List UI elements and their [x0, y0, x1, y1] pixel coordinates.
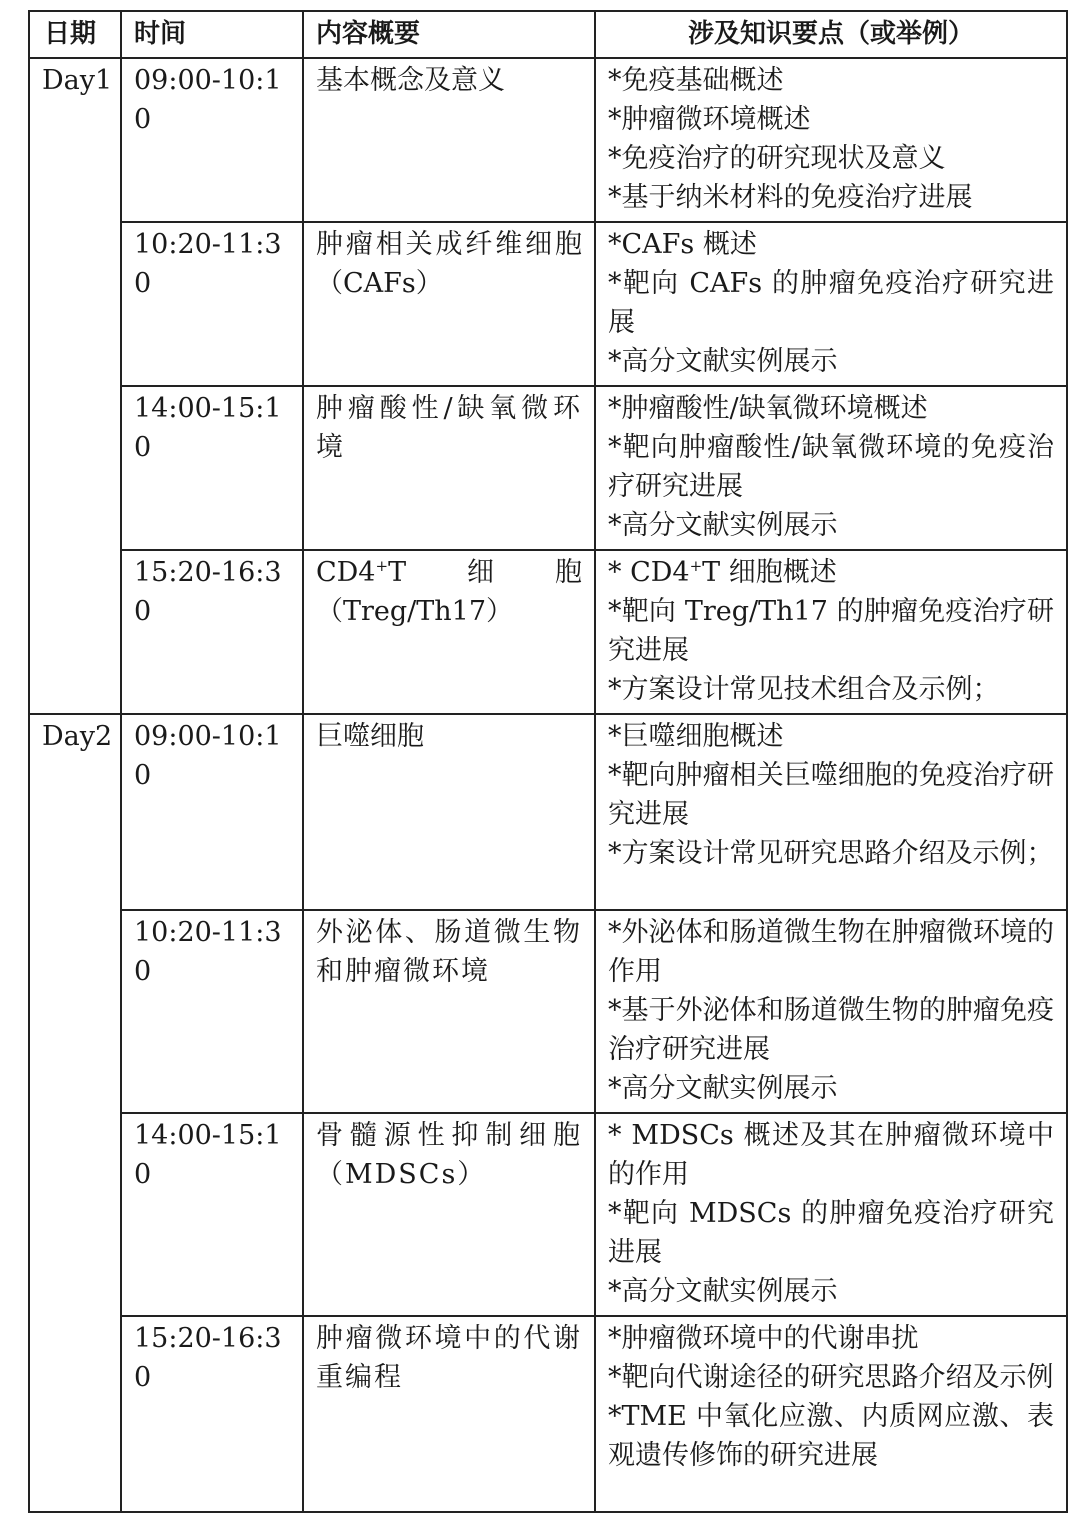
day-label: Day1: [29, 58, 121, 714]
header-content: 内容概要: [303, 11, 595, 58]
point-item: *高分文献实例展示: [608, 346, 838, 377]
content-line: [316, 553, 582, 592]
session-points: [595, 386, 1067, 550]
point-item: *基于外泌体和肠道微生物的肿瘤免疫治疗研究进展: [608, 995, 1054, 1065]
session-time: 10:20-11:30: [121, 222, 303, 386]
session-content: 骨髓源性抑制细胞（MDSCs）: [303, 1113, 595, 1316]
point-item: [608, 553, 1054, 592]
content-cd4: CD4: [316, 557, 376, 588]
table-row: [29, 58, 1067, 222]
point-item: *肿瘤酸性/缺氧微环境概述: [608, 393, 928, 424]
session-points: [595, 910, 1067, 1113]
session-content: 基本概念及意义: [303, 58, 595, 222]
session-content: [303, 550, 595, 714]
session-content: 肿瘤相关成纤维细胞（CAFs）: [303, 222, 595, 386]
point-item: *免疫治疗的研究现状及意义: [608, 143, 946, 174]
session-points: [595, 714, 1067, 910]
point-item: *免疫基础概述: [608, 65, 784, 96]
point-item: *巨噬细胞概述: [608, 721, 784, 752]
content-cd4t: [316, 553, 406, 592]
point-item: *靶向肿瘤相关巨噬细胞的免疫治疗研究进展: [608, 760, 1054, 830]
session-content: 肿瘤酸性/缺氧微环境: [303, 386, 595, 550]
table-row: [29, 714, 1067, 910]
session-content: 外泌体、肠道微生物和肿瘤微环境: [303, 910, 595, 1113]
session-points: [595, 550, 1067, 714]
point-item: *方案设计常见研究思路介绍及示例；: [608, 838, 1054, 869]
session-content: 肿瘤微环境中的代谢重编程: [303, 1316, 595, 1512]
session-points: [595, 1113, 1067, 1316]
header-points: 涉及知识要点（或举例）: [595, 11, 1067, 58]
point-item: *外泌体和肠道微生物在肿瘤微环境的作用: [608, 917, 1054, 987]
table-row: [29, 1113, 1067, 1316]
table-row: [29, 910, 1067, 1113]
content-line: （Treg/Th17）: [316, 596, 514, 627]
session-time: 15:20-16:30: [121, 550, 303, 714]
point-item: *方案设计常见技术组合及示例；: [608, 674, 1000, 705]
point-prefix: * CD4: [608, 557, 690, 588]
point-item: *靶向 Treg/Th17 的肿瘤免疫治疗研究进展: [608, 596, 1054, 666]
content-t: T: [388, 557, 407, 588]
point-rest: T 细胞概述: [702, 557, 837, 588]
point-item: *CAFs 概述: [608, 229, 757, 260]
schedule-sheet: [28, 10, 1066, 1513]
point-item: *高分文献实例展示: [608, 1276, 838, 1307]
point-item: *高分文献实例展示: [608, 1073, 838, 1104]
session-points: [595, 1316, 1067, 1512]
session-time: 09:00-10:10: [121, 58, 303, 222]
session-content: 巨噬细胞: [303, 714, 595, 910]
point-item: *靶向 CAFs 的肿瘤免疫治疗研究进展: [608, 268, 1054, 338]
content-word: 胞: [554, 557, 582, 588]
table-row: [29, 1316, 1067, 1512]
point-item: *肿瘤微环境中的代谢串扰: [608, 1323, 919, 1354]
point-item: *靶向代谢途径的研究思路介绍及示例: [608, 1362, 1054, 1393]
table-row: [29, 550, 1067, 714]
point-item: *高分文献实例展示: [608, 510, 838, 541]
session-time: 09:00-10:10: [121, 714, 303, 910]
session-points: [595, 58, 1067, 222]
superscript-plus: +: [689, 557, 703, 575]
schedule-table: [28, 10, 1068, 1513]
header-row: [29, 11, 1067, 58]
table-row: [29, 386, 1067, 550]
point-item: *靶向肿瘤酸性/缺氧微环境的免疫治疗研究进展: [608, 432, 1054, 502]
content-word: 细: [467, 557, 495, 588]
day-label: Day2: [29, 714, 121, 1512]
session-time: 14:00-15:10: [121, 386, 303, 550]
session-time: 10:20-11:30: [121, 910, 303, 1113]
session-time: 14:00-15:10: [121, 1113, 303, 1316]
session-time: 15:20-16:30: [121, 1316, 303, 1512]
point-item: *基于纳米材料的免疫治疗进展: [608, 182, 973, 213]
header-date: 日期: [29, 11, 121, 58]
point-item: * MDSCs 概述及其在肿瘤微环境中的作用: [608, 1120, 1054, 1190]
header-time: 时间: [121, 11, 303, 58]
point-item: *靶向 MDSCs 的肿瘤免疫治疗研究进展: [608, 1198, 1054, 1268]
session-points: [595, 222, 1067, 386]
point-item: *TME 中氧化应激、内质网应激、表观遗传修饰的研究进展: [608, 1401, 1054, 1471]
point-item: *肿瘤微环境概述: [608, 104, 811, 135]
superscript-plus: +: [375, 557, 389, 575]
table-row: [29, 222, 1067, 386]
